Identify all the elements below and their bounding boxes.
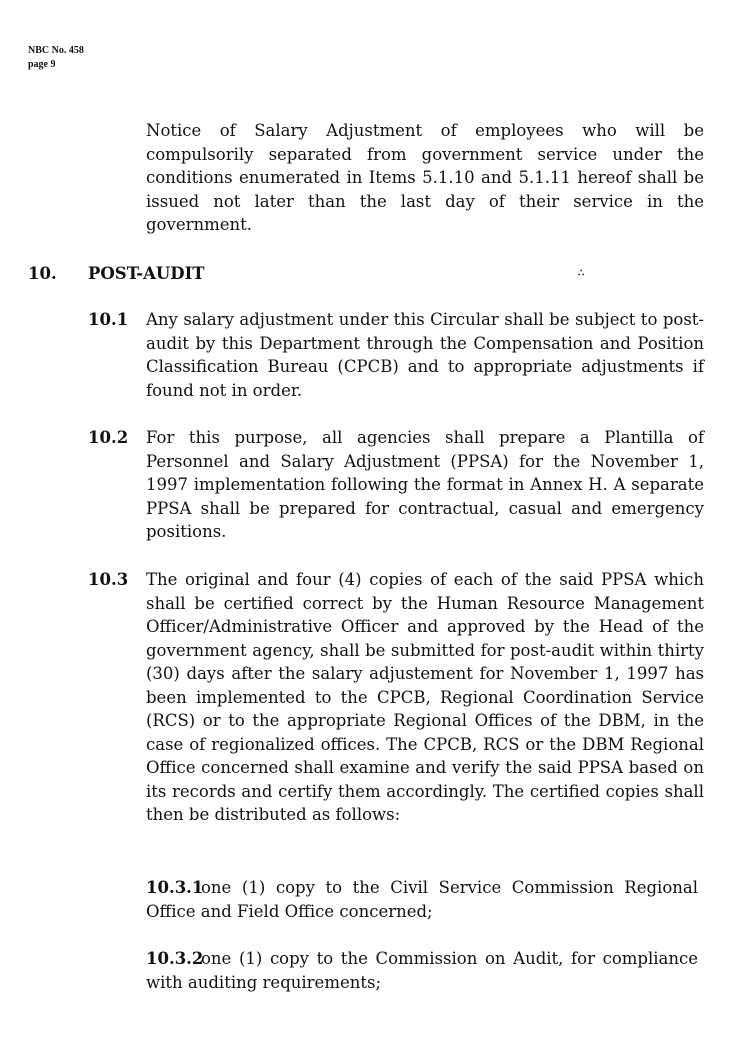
- item-text-10-2: For this purpose, all agencies shall prepare a Plantilla of Personnel and Salary Adjustment (PPSA) for the November 1, 1997 implementation following the format in Annex H. A separate PPSA shall be prepared for contractual, casual and emergency positions.: [146, 428, 704, 541]
- section-title: POST-AUDIT: [88, 264, 205, 283]
- item-text-10-3: The original and four (4) copies of each of the said PPSA which shall be certified correct by the Human Resource Management Officer/Administrative Officer and approved by the Head of the government agency, shall be submitted for post-audit within thirty (30) days after the salary adjustement for November 1, 1997 has been implemented to the CPCB, Regional Coordination Service (RCS) or to the appropriate Regional Offices of the DBM, in the case of regionalized offices. The CPCB, RCS or the DBM Regional Office concerned shall examine and verify the said PPSA based on its records and certify them accordingly. The certified copies shall then be distributed as follows:: [146, 570, 704, 824]
- document-header: [28, 44, 84, 72]
- scan-mark: ∴: [578, 268, 585, 279]
- subitem-number-10-3-1: 10.3.1: [146, 878, 204, 897]
- page-number: page 9: [28, 59, 56, 70]
- item-number-10-2: 10.2: [88, 428, 129, 447]
- item-number-10-3: 10.3: [88, 570, 129, 589]
- subitem-text-10-3-1: one (1) copy to the Civil Service Commission Regional Office and Field Office concerned;: [146, 878, 698, 921]
- item-text-10-1: Any salary adjustment under this Circular shall be subject to post-audit by this Department through the Compensation and Position Classification Bureau (CPCB) and to appropriate adjustments if found not in order.: [146, 310, 704, 400]
- intro-paragraph: Notice of Salary Adjustment of employees who will be compulsorily separated from government service under the conditions enumerated in Items 5.1.10 and 5.1.11 hereof shall be issued not later than the last day of their service in the government.: [146, 121, 704, 234]
- item-number-10-1: 10.1: [88, 310, 129, 329]
- document-number: NBC No. 458: [28, 45, 84, 56]
- subitem-number-10-3-2: 10.3.2: [146, 949, 204, 968]
- subitem-text-10-3-2: one (1) copy to the Commission on Audit, for compliance with auditing requirements;: [146, 949, 698, 992]
- section-number: 10.: [28, 264, 57, 283]
